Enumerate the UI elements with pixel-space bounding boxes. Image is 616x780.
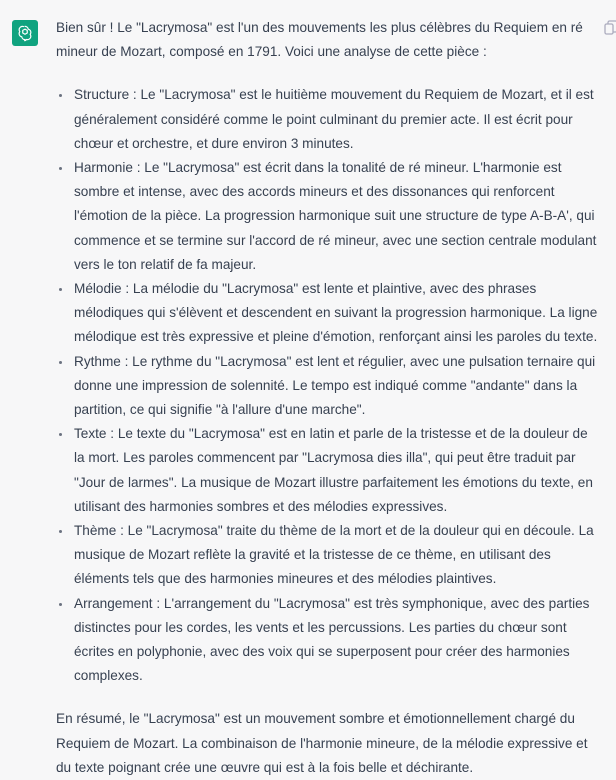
intro-paragraph: Bien sûr ! Le "Lacrymosa" est l'un des mouvements les plus célèbres du Requiem en ré mineur de Mozart, composé en 1791. Voici une analyse de cette pièce : xyxy=(56,20,583,60)
message-content xyxy=(56,16,602,780)
analysis-list xyxy=(56,83,602,688)
list-item-arrangement: Arrangement : L'arrangement du "Lacrymosa" est très symphonique, avec des parties distinctes pour les cordes, les vents et les percussions. Les parties du chœur sont écrites en polyphonie, avec des voix qui se superposent pour créer des harmonies complexes. xyxy=(56,592,602,689)
list-item-theme: Thème : Le "Lacrymosa" traite du thème de la mort et de la douleur qui en découle. La musique de Mozart reflète la gravité et la tristesse de ce thème, en utilisant des éléments tels que des harmonies mineures et des mélodies plaintives. xyxy=(56,519,602,592)
copy-icon[interactable] xyxy=(604,20,616,36)
list-item-structure: Structure : Le "Lacrymosa" est le huitième mouvement du Requiem de Mozart, et il est généralement considéré comme le point culminant du premier acte. Il est écrit pour chœur et orchestre, et dure environ 3 minutes. xyxy=(56,83,602,156)
assistant-logo-icon xyxy=(12,20,38,46)
summary-paragraph: En résumé, le "Lacrymosa" est un mouvement sombre et émotionnellement chargé du Requiem de Mozart. La combinaison de l'harmonie mineure, de la mélodie expressive et du texte poignant crée une œuvre qui est à la fois belle et déchirante. xyxy=(56,711,588,775)
list-item-texte: Texte : Le texte du "Lacrymosa" est en latin et parle de la tristesse et de la douleur de la mort. Les paroles commencent par "Lacrymosa dies illa", qui peut être traduit par "Jour de larmes". La musique de Mozart illustre parfaitement les émotions du texte, en utilisant des harmonies sombres et des mélodies expressives. xyxy=(56,422,602,519)
list-item-harmonie: Harmonie : Le "Lacrymosa" est écrit dans la tonalité de ré mineur. L'harmonie est sombre et intense, avec des accords mineurs et des dissonances qui renforcent l'émotion de la pièce. La progression harmonique suit une structure de type A-B-A', qui commence et se termine sur l'accord de ré mineur, avec une section centrale modulant vers le ton relatif de fa majeur. xyxy=(56,156,602,277)
list-item-melodie: Mélodie : La mélodie du "Lacrymosa" est lente et plaintive, avec des phrases mélodiques qui s'élèvent et descendent en suivant la progression harmonique. La ligne mélodique est très expressive et pleine d'émotion, renforçant ainsi les paroles du texte. xyxy=(56,277,602,350)
list-item-rythme: Rythme : Le rythme du "Lacrymosa" est lent et régulier, avec une pulsation ternaire qui donne une impression de solennité. Le tempo est indiqué comme "andante" dans la partition, ce qui signifie "à l'allure d'une marche". xyxy=(56,350,602,423)
